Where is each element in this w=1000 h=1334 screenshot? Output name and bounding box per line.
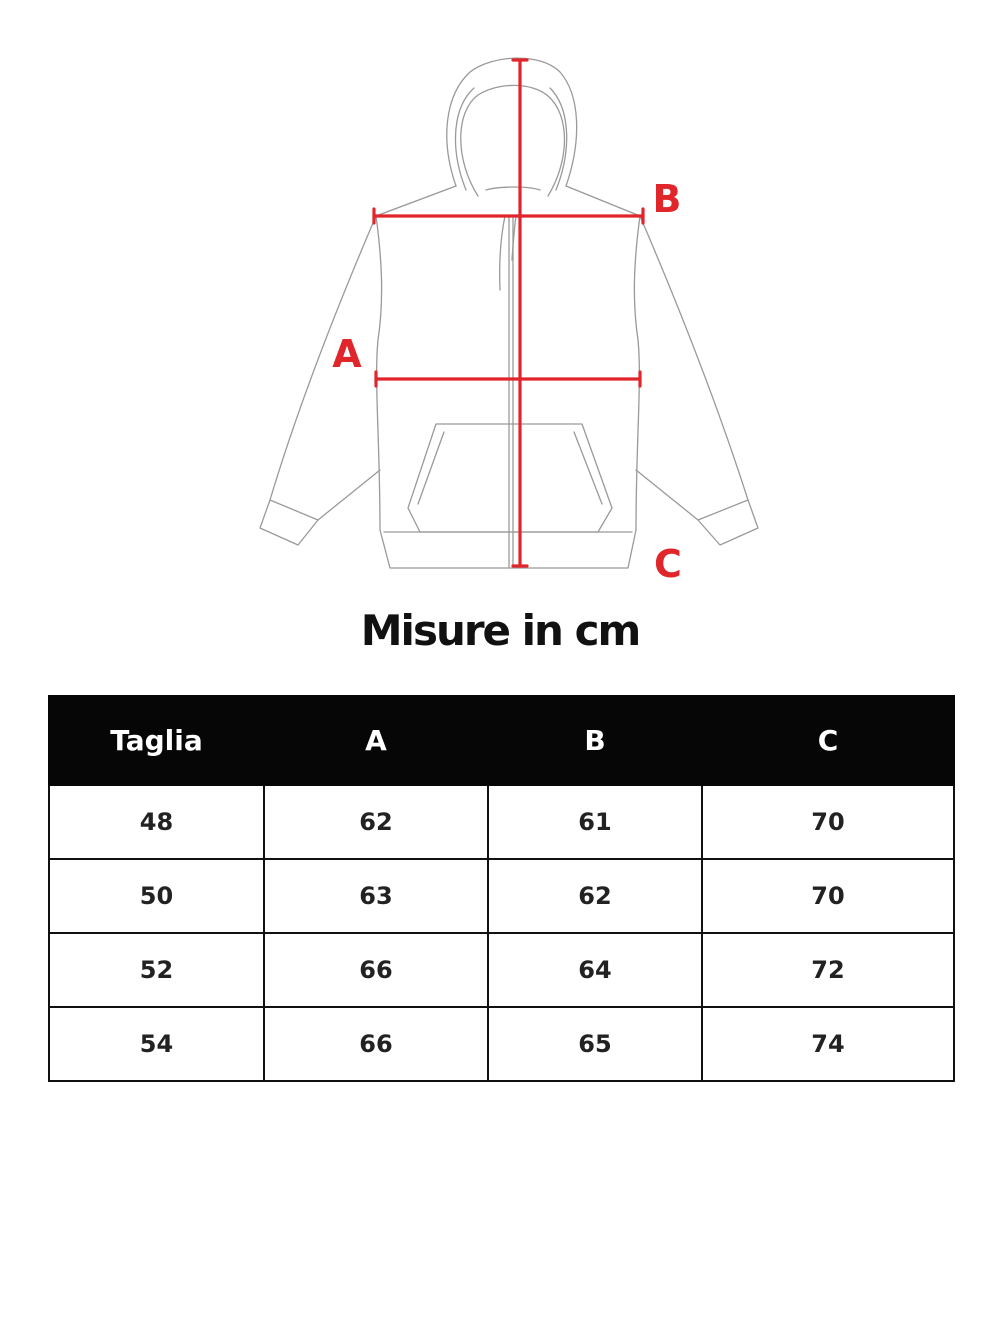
- table-row: [49, 859, 954, 933]
- table-row: [49, 1007, 954, 1081]
- cell-c: 70: [702, 859, 954, 933]
- table-row: [49, 933, 954, 1007]
- measure-label-b: B: [652, 177, 682, 221]
- table-row: [49, 785, 954, 859]
- column-header-a: A: [264, 696, 488, 785]
- cell-taglia: 50: [49, 859, 264, 933]
- page-title: Misure in cm: [360, 606, 640, 655]
- cell-b: 61: [488, 785, 702, 859]
- cell-a: 66: [264, 933, 488, 1007]
- cell-c: 72: [702, 933, 954, 1007]
- cell-b: 65: [488, 1007, 702, 1081]
- measure-label-a: A: [332, 332, 362, 376]
- cell-b: 64: [488, 933, 702, 1007]
- column-header-taglia: Taglia: [49, 696, 264, 785]
- cell-a: 63: [264, 859, 488, 933]
- measure-label-c: C: [654, 542, 682, 586]
- hoodie-outline: [260, 58, 758, 568]
- cell-c: 74: [702, 1007, 954, 1081]
- table-header-row: [49, 696, 954, 785]
- cell-taglia: 48: [49, 785, 264, 859]
- cell-taglia: 52: [49, 933, 264, 1007]
- cell-a: 66: [264, 1007, 488, 1081]
- cell-b: 62: [488, 859, 702, 933]
- cell-taglia: 54: [49, 1007, 264, 1081]
- cell-c: 70: [702, 785, 954, 859]
- column-header-c: C: [702, 696, 954, 785]
- size-table: [48, 695, 955, 1082]
- column-header-b: B: [488, 696, 702, 785]
- cell-a: 62: [264, 785, 488, 859]
- hoodie-diagram: [0, 0, 1000, 600]
